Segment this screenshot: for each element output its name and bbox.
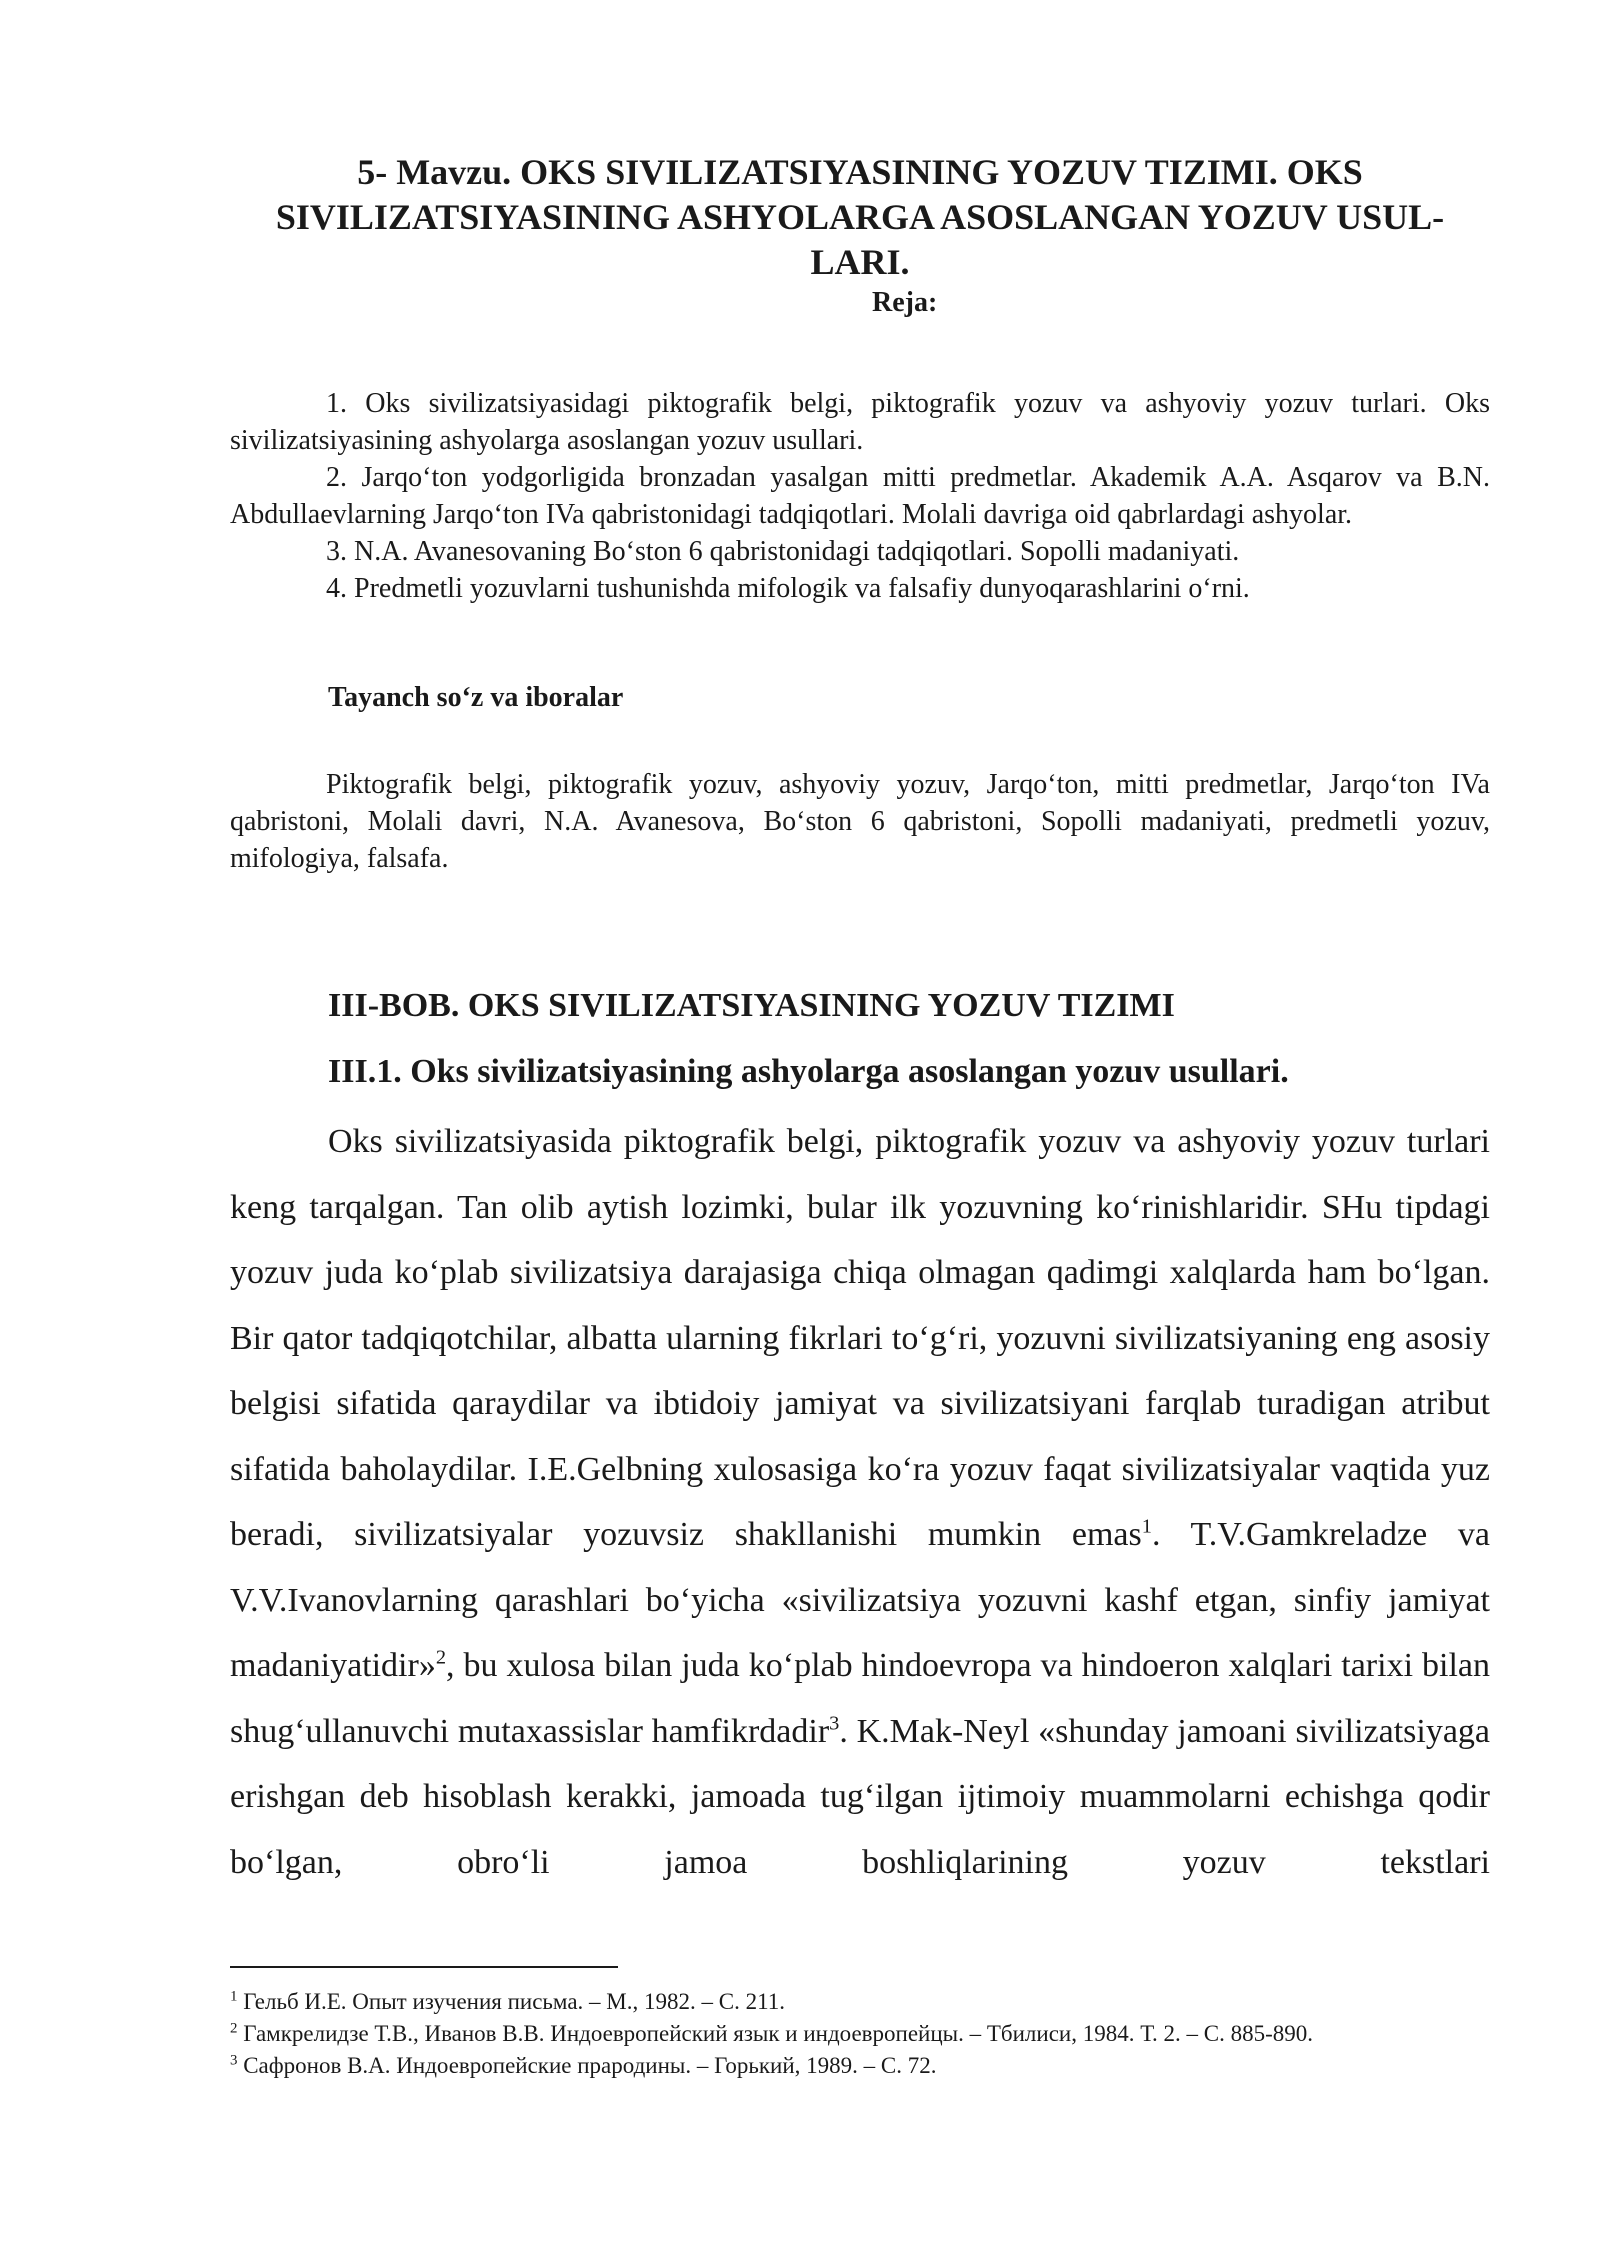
body-paragraph — [230, 1109, 1490, 1895]
footnote-mark-1: 1 — [230, 1988, 238, 2005]
topic-title — [230, 150, 1490, 285]
footnote-separator — [230, 1966, 618, 1968]
footnote-text-2: Гамкрелидзе Т.В., Иванов В.В. Индоевропейский язык и индоевропейцы. – Тбилиси, 1984. Т. 2. – С. 885-890. — [237, 2021, 1313, 2046]
topic-title-rest: SIVILIZATSIYASINING ASHYOLARGA ASOSLANGAN YOZUV USUL-LARI. — [275, 197, 1445, 282]
keywords-heading: Tayanch so‘z va iboralar — [328, 682, 624, 713]
chapter-title: III-BOB. OKS SIVILIZATSIYASINING YOZUV TIZIMI — [328, 987, 1175, 1024]
plan-list — [230, 385, 1490, 607]
footnote-text-3: Сафронов В.А. Индоевропейские прародины. – Горький, 1989. – С. 72. — [237, 2053, 937, 2078]
footnote-2 — [230, 2020, 1490, 2048]
footnotes — [230, 1988, 1490, 2084]
topic-title-line1: 5- Mavzu. OKS SIVILIZATSIYASINING YOZUV TIZIMI. OKS — [357, 152, 1363, 192]
body-text-part1: Oks sivilizatsiyasida piktografik belgi, piktografik yozuv va ashyoviy yozuv turlari keng tarqalgan. Tan olib aytish lozimki, bular ilk yozuvning ko‘rinishlaridir. SHu tipdagi yozuv juda ko‘plab sivilizatsiya darajasiga chiqa olmagan qadimgi xalqlarda ham bo‘lgan. Bir qator tadqiqotchilar, albatta ularning fikrlari to‘g‘ri, yozuvni sivilizatsiyaning eng asosiy belgisi sifatida qaraydilar va ibtidoiy jamiyat va sivilizatsiyani farqlab turadigan atribut sifatida baholaydilar. I.E.Gelbning xulosasiga ko‘ra yozuv faqat sivilizatsiyalar vaqtida yuz beradi, sivilizatsiyalar yozuvsiz shakllanishi mumkin emas — [230, 1123, 1490, 1553]
plan-item-3: 3. N.A. Avanesovaning Bo‘ston 6 qabristonidagi tadqiqotlari. Sopolli madaniyati. — [326, 536, 1240, 567]
footnote-ref-3[interactable]: 3 — [829, 1712, 840, 1735]
plan-heading: Reja: — [872, 287, 938, 318]
footnote-ref-2[interactable]: 2 — [435, 1646, 447, 1669]
footnote-3 — [230, 2052, 1490, 2080]
footnote-ref-1[interactable]: 1 — [1141, 1515, 1152, 1538]
body-text-part3: , bu xulosa bilan juda ko‘plab hindoevropa va hindoeron xalqlari tarixi bilan shug‘ullanuvchi mutaxassislar hamfikrdadir — [230, 1647, 1490, 1750]
body-text-part4: . K.Mak-Neyl «shunday jamoani sivilizatsiyaga erishgan deb hisoblash kerakki, jamoada tug‘ilgan ijtimoiy muammolarni echishga qodir bo‘lgan, obro‘li jamoa boshliqlarining yozuv tekstlari — [230, 1712, 1491, 1881]
footnote-1 — [230, 1988, 1490, 2016]
keywords-text: Piktografik belgi, piktografik yozuv, ashyoviy yozuv, Jarqo‘ton, mitti predmetlar, Jarqo‘ton IVa qabristoni, Molali davri, N.A. Avanesova, Bo‘ston 6 qabristoni, Sopolli madaniyati, predmetli yozuv, mifologiya, falsafa. — [230, 769, 1490, 874]
section-title: III.1. Oks sivilizatsiyasining ashyolarga asoslangan yozuv usullari. — [328, 1053, 1289, 1090]
body-text-part2: . T.V.Gamkreladze va V.V.Ivanovlarning qarashlari bo‘yicha «sivilizatsiya yozuvni kashf etgan, sinfiy jamiyat madaniyatidir» — [230, 1516, 1490, 1684]
plan-item-2: 2. Jarqo‘ton yodgorligida bronzadan yasalgan mitti predmetlar. Akademik A.A. Asqarov va B.N. Abdullaevlarning Jarqo‘ton IVa qabristonidagi tadqiqotlari. Molali davriga oid qabrlardagi ashyolar. — [230, 462, 1490, 530]
footnote-mark-2: 2 — [230, 2020, 238, 2037]
footnote-text-1: Гельб И.Е. Опыт изучения письма. – М., 1982. – С. 211. — [237, 1989, 785, 2014]
plan-item-4: 4. Predmetli yozuvlarni tushunishda mifologik va falsafiy dunyoqarashlarini o‘rni. — [326, 573, 1250, 604]
plan-item-1: 1. Oks sivilizatsiyasidagi piktografik belgi, piktografik yozuv va ashyoviy yozuv turlari. Oks sivilizatsiyasining ashyolarga asoslangan yozuv usullari. — [230, 388, 1490, 456]
footnote-mark-3: 3 — [230, 2052, 238, 2069]
